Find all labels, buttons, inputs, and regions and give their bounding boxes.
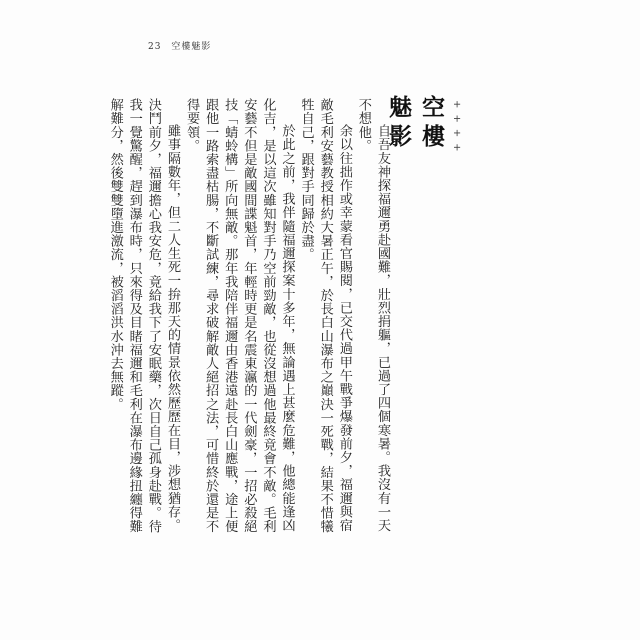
running-header: [148, 39, 211, 52]
running-title: 空樓魅影: [171, 42, 212, 52]
chapter-title: 空樓魅影: [385, 95, 445, 153]
paragraph-1: 自吾友神探福邇勇赴國難，壯烈捐軀，已過了四個寒暑。我沒有一天不想他。: [355, 98, 390, 533]
paragraph-3: 於此之前，我伴隨福邇探案十多年，無論遇上甚麼危難，他總能逢凶化吉，是以這次雖知對手乃空前勁敵，也從沒想過他最終竟會不敵。毛利安藝不但是敵國間諜魁首，年輕時更是名震東瀛的一代劍豪，一招必殺絕技「蜻蛉構」所向無敵。那年我陪伴福邇由香港遠赴長白山應戰，途上便跟他一路索盡枯腸，不斷試練，尋求破解敵人絕招之法，可惜終於還是不得要領。: [184, 98, 295, 534]
title-ornament-icon: ++++: [451, 100, 462, 158]
paragraph-4: 雖事隔數年，但二人生死一拚那天的情景依然歷歷在目，涉想猶存。決鬥前夕，福邇擔心我安危，竟給我下了安眠藥，次日自己孤身赴戰。待我一覺驚醒，趕到瀑布時，只來得及目睹福邇和毛利在瀑布邊緣扭纏得難解難分，然後雙雙墮進激流，被滔滔洪水沖去無蹤。: [107, 98, 180, 534]
page-number: 23: [148, 42, 162, 52]
paragraph-2: 余以往拙作或幸蒙看官賜閱，已交代過甲午戰爭爆發前夕，福邇與宿敵毛利安藝教授相約大暑正午，於長白山瀑布之巔決一死戰，結果不惜犧牲自己，跟對手同歸於盡。: [298, 98, 352, 534]
body-text: [107, 98, 392, 543]
